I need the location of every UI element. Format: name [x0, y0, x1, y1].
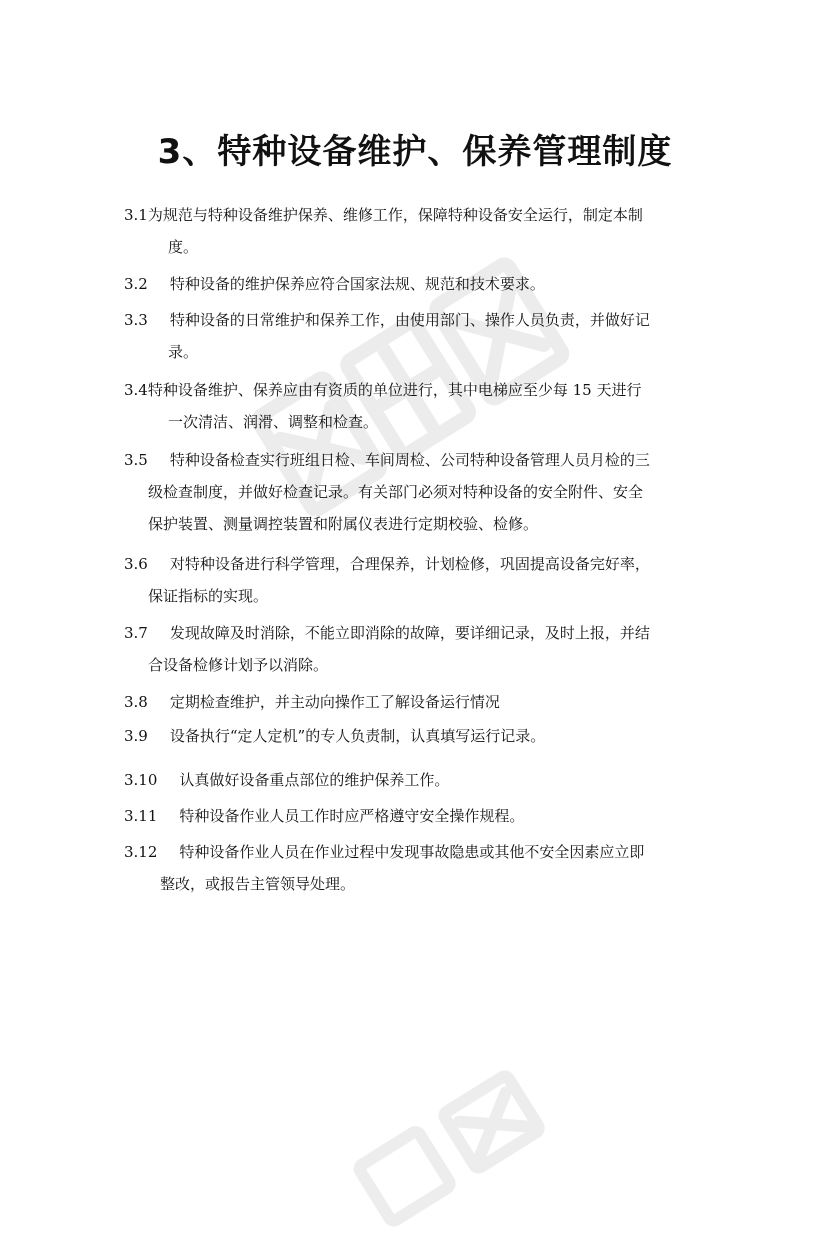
- clause-first-line: 对特种设备进行科学管理，合理保养，计划检修，巩固提高设备完好率，: [169, 555, 650, 573]
- clause-3-4: [124, 374, 714, 438]
- clause-first-line: 特种设备的日常维护和保养工作，由使用部门、操作人员负责，并做好记: [169, 311, 650, 329]
- clause-number: 3.6: [124, 555, 148, 573]
- clause-continuation: 合设备检修计划予以消除。: [148, 656, 329, 674]
- clause-first-line: 设备执行“定人定机”的专人负责制，认真填写运行记录。: [169, 727, 546, 745]
- clause-number: 3.12: [124, 843, 158, 861]
- clause-3-9: [124, 720, 714, 752]
- clause-continuation-2: 保护装置、测量调控装置和附属仪表进行定期校验、检修。: [148, 515, 539, 533]
- clause-first-line: 特种设备作业人员工作时应严格遵守安全操作规程。: [179, 807, 525, 825]
- watermark-bottom-icon: [341, 1054, 558, 1236]
- clause-3-5: [124, 444, 714, 540]
- clause-3-3: [124, 304, 714, 368]
- page-title: 3、特种设备维护、保养管理制度: [157, 132, 673, 172]
- clause-number: 3.7: [124, 624, 148, 642]
- clause-3-8: [124, 686, 714, 718]
- clause-3-2: [124, 268, 714, 300]
- clause-3-12: [124, 836, 714, 900]
- clause-number: 3.5: [124, 451, 148, 469]
- clause-3-7: [124, 617, 714, 681]
- clause-number: 3.10: [124, 771, 158, 789]
- clause-first-line: 特种设备维护、保养应由有资质的单位进行，其中电梯应至少每 15 天进行: [147, 381, 642, 399]
- clause-number: 3.9: [124, 727, 148, 745]
- clause-3-11: [124, 800, 714, 832]
- clause-first-line: 发现故障及时消除，不能立即消除的故障，要详细记录，及时上报，并结: [169, 624, 650, 642]
- clause-first-line: 定期检查维护，并主动向操作工了解设备运行情况: [169, 693, 500, 711]
- clause-number: 3.2: [124, 275, 148, 293]
- clause-3-1: [124, 199, 714, 263]
- clause-continuation: 级检查制度，并做好检查记录。有关部门必须对特种设备的安全附件、安全: [148, 483, 644, 501]
- clause-number: 3.8: [124, 693, 148, 711]
- clause-number: 3.3: [124, 311, 148, 329]
- clause-3-10: [124, 764, 714, 796]
- clause-first-line: 特种设备检查实行班组日检、车间周检、公司特种设备管理人员月检的三: [169, 451, 650, 469]
- clause-continuation: 一次清洁、润滑、调整和检查。: [168, 413, 379, 431]
- clause-first-line: 认真做好设备重点部位的维护保养工作。: [179, 771, 450, 789]
- clause-continuation: 保证指标的实现。: [148, 587, 269, 605]
- clause-continuation: 度。: [168, 238, 199, 256]
- clause-first-line: 为规范与特种设备维护保养、维修工作，保障特种设备安全运行，制定本制: [147, 206, 643, 224]
- clause-number: 3.11: [124, 807, 158, 825]
- clause-first-line: 特种设备作业人员在作业过程中发现事故隐患或其他不安全因素应立即: [179, 843, 645, 861]
- clause-continuation: 录。: [168, 343, 199, 361]
- clause-number: 3.1: [124, 206, 148, 224]
- clause-number: 3.4: [124, 381, 148, 399]
- clause-first-line: 特种设备的维护保养应符合国家法规、规范和技术要求。: [169, 275, 545, 293]
- clause-3-6: [124, 548, 714, 612]
- clause-continuation: 整改，或报告主管领导处理。: [160, 875, 356, 893]
